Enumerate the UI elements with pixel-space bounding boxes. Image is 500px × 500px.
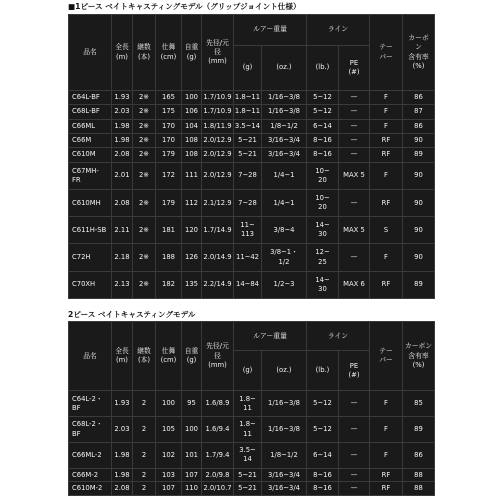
- cell-lure-oz: 3/8~1・ 1/2: [262, 244, 307, 271]
- cell-closed-length: 182: [156, 271, 182, 298]
- cell-carbon: 86: [403, 91, 435, 105]
- cell-taper: F: [370, 443, 403, 469]
- cell-lure-g: 11~ 113: [234, 217, 262, 244]
- header-pieces: 継数 (本): [133, 322, 156, 391]
- cell-lure-g: 1.8~11: [234, 105, 262, 119]
- cell-model: C66ML: [69, 119, 112, 133]
- cell-length: 1.93: [112, 91, 133, 105]
- cell-tip-diameter: 1.7/10.9: [202, 91, 234, 105]
- header-lure-g: (g): [234, 45, 262, 90]
- cell-lure-oz: 1/2~3: [262, 271, 307, 298]
- cell-closed-length: 175: [156, 105, 182, 119]
- header-line: ライン: [307, 322, 370, 351]
- table-row: [69, 91, 435, 105]
- cell-model: C68L-BF: [69, 105, 112, 119]
- cell-closed-length: 181: [156, 217, 182, 244]
- cell-line-pe: —: [339, 244, 370, 271]
- cell-line-pe: —: [339, 105, 370, 119]
- cell-lure-oz: 1/16~3/8: [262, 105, 307, 119]
- cell-carbon: 90: [403, 189, 435, 216]
- cell-carbon: 86: [403, 443, 435, 469]
- cell-weight: 101: [182, 443, 202, 469]
- cell-line-lb: 8~16: [307, 148, 339, 162]
- header-line-pe: PE (#): [339, 45, 370, 90]
- table-1-title: ■1ピース ベイトキャスティングモデル（グリップジョイント仕様）: [68, 2, 301, 11]
- header-lure-weight: ルアー重量: [234, 322, 307, 351]
- spec-table-2piece: [68, 321, 435, 496]
- cell-line-pe: —: [339, 91, 370, 105]
- cell-model: C67MH- FR: [69, 162, 112, 189]
- cell-length: 1.98: [112, 443, 133, 469]
- cell-pieces: 2: [133, 417, 156, 443]
- cell-length: 2.18: [112, 244, 133, 271]
- header-lure-weight: ルアー重量: [234, 15, 307, 46]
- cell-lure-oz: 1/16~3/8: [262, 91, 307, 105]
- cell-lure-g: 3.5~ 14: [234, 443, 262, 469]
- cell-carbon: 85: [403, 391, 435, 417]
- cell-carbon: 88: [403, 482, 435, 496]
- cell-lure-g: 1.8~11: [234, 91, 262, 105]
- cell-taper: F: [370, 105, 403, 119]
- cell-line-pe: —: [339, 417, 370, 443]
- cell-model: C66ML-2: [69, 443, 112, 469]
- cell-length: 2.08: [112, 482, 133, 496]
- cell-tip-diameter: 1.6/9.4: [202, 417, 234, 443]
- cell-model: C64L-2・BF: [69, 391, 112, 417]
- cell-length: 2.03: [112, 105, 133, 119]
- cell-length: 2.11: [112, 217, 133, 244]
- cell-weight: 135: [182, 271, 202, 298]
- cell-model: C70XH: [69, 271, 112, 298]
- cell-line-pe: MAX 6: [339, 271, 370, 298]
- cell-closed-length: 170: [156, 134, 182, 148]
- cell-length: 1.98: [112, 119, 133, 133]
- spec-table-1piece: [68, 14, 435, 299]
- table-row: [69, 105, 435, 119]
- cell-line-lb: 6~14: [307, 443, 339, 469]
- cell-weight: 112: [182, 189, 202, 216]
- cell-length: 2.08: [112, 148, 133, 162]
- cell-weight: 100: [182, 417, 202, 443]
- cell-carbon: 90: [403, 134, 435, 148]
- cell-weight: 110: [182, 482, 202, 496]
- cell-lure-g: 1.8~ 11: [234, 391, 262, 417]
- cell-line-pe: —: [339, 482, 370, 496]
- header-tip-diameter: 先径/元 径 (mm): [202, 15, 234, 91]
- header-lure-oz: (oz.): [262, 45, 307, 90]
- cell-closed-length: 107: [156, 482, 182, 496]
- cell-tip-diameter: 2.0/10.7: [202, 482, 234, 496]
- table-row: [69, 244, 435, 271]
- header-carbon: カーボ ン 含有率 (%): [403, 15, 435, 91]
- header-pieces: 継数 (本): [133, 15, 156, 91]
- cell-model: C66M-2: [69, 468, 112, 482]
- cell-lure-oz: 1/16~3/8: [262, 391, 307, 417]
- cell-tip-diameter: 1.7/9.4: [202, 443, 234, 469]
- cell-closed-length: 179: [156, 148, 182, 162]
- cell-line-lb: 5~12: [307, 417, 339, 443]
- cell-taper: F: [370, 244, 403, 271]
- cell-line-lb: 8~16: [307, 134, 339, 148]
- cell-carbon: 89: [403, 271, 435, 298]
- cell-pieces: 2: [133, 482, 156, 496]
- header-length: 全長 (m): [112, 15, 133, 91]
- header-closed-length: 仕舞 (cm): [156, 15, 182, 91]
- cell-length: 2.03: [112, 417, 133, 443]
- cell-tip-diameter: 1.7/10.9: [202, 105, 234, 119]
- cell-weight: 111: [182, 162, 202, 189]
- header-model: 品名: [69, 15, 112, 91]
- cell-carbon: 86: [403, 119, 435, 133]
- cell-model: C610M-2: [69, 482, 112, 496]
- cell-taper: RF: [370, 189, 403, 216]
- cell-closed-length: 188: [156, 244, 182, 271]
- cell-weight: 107: [182, 468, 202, 482]
- cell-length: 2.01: [112, 162, 133, 189]
- cell-line-lb: 10~ 20: [307, 162, 339, 189]
- table-row: [69, 119, 435, 133]
- cell-closed-length: 170: [156, 119, 182, 133]
- cell-line-pe: MAX 5: [339, 162, 370, 189]
- table-row: [69, 443, 435, 469]
- cell-lure-oz: 1/4~1: [262, 189, 307, 216]
- cell-closed-length: 179: [156, 189, 182, 216]
- cell-line-lb: 5~12: [307, 391, 339, 417]
- table-row: [69, 134, 435, 148]
- cell-line-pe: MAX 5: [339, 217, 370, 244]
- cell-carbon: 88: [403, 468, 435, 482]
- cell-lure-g: 14~84: [234, 271, 262, 298]
- cell-tip-diameter: 2.0/9.8: [202, 468, 234, 482]
- table-row: [69, 162, 435, 189]
- cell-length: 1.93: [112, 391, 133, 417]
- cell-weight: 108: [182, 148, 202, 162]
- cell-line-lb: 14~ 30: [307, 217, 339, 244]
- cell-pieces: 2※: [133, 271, 156, 298]
- cell-lure-g: 7~28: [234, 189, 262, 216]
- cell-weight: 108: [182, 134, 202, 148]
- cell-closed-length: 103: [156, 468, 182, 482]
- cell-line-lb: 6~14: [307, 119, 339, 133]
- cell-lure-oz: 3/16~3/4: [262, 482, 307, 496]
- cell-line-lb: 8~16: [307, 482, 339, 496]
- cell-lure-oz: 3/16~3/4: [262, 134, 307, 148]
- table-row: [69, 391, 435, 417]
- header-weight: 自重 (g): [182, 322, 202, 391]
- cell-carbon: 90: [403, 162, 435, 189]
- cell-taper: F: [370, 162, 403, 189]
- table-row: [69, 271, 435, 298]
- header-closed-length: 仕舞 (cm): [156, 322, 182, 391]
- cell-line-lb: 12~ 25: [307, 244, 339, 271]
- table-row: [69, 482, 435, 496]
- cell-line-pe: —: [339, 468, 370, 482]
- cell-taper: F: [370, 391, 403, 417]
- cell-taper: F: [370, 417, 403, 443]
- cell-pieces: 2※: [133, 105, 156, 119]
- header-line: ライン: [307, 15, 370, 46]
- header-taper: テー パー: [370, 322, 403, 391]
- table-row: [69, 217, 435, 244]
- cell-lure-oz: 1/8~1/2: [262, 443, 307, 469]
- cell-line-lb: 5~12: [307, 91, 339, 105]
- cell-tip-diameter: 2.0/12.9: [202, 134, 234, 148]
- cell-pieces: 2※: [133, 134, 156, 148]
- cell-carbon: 90: [403, 217, 435, 244]
- cell-model: C64L-BF: [69, 91, 112, 105]
- cell-model: C610M: [69, 148, 112, 162]
- header-line-pe: PE (#): [339, 351, 370, 391]
- cell-taper: RF: [370, 468, 403, 482]
- cell-weight: 100: [182, 91, 202, 105]
- cell-taper: F: [370, 91, 403, 105]
- cell-length: 1.98: [112, 468, 133, 482]
- cell-taper: RF: [370, 134, 403, 148]
- cell-model: C610MH: [69, 189, 112, 216]
- header-line-lb: (lb.): [307, 45, 339, 90]
- cell-carbon: 89: [403, 148, 435, 162]
- cell-closed-length: 165: [156, 91, 182, 105]
- cell-tip-diameter: 1.7/14.9: [202, 217, 234, 244]
- cell-line-lb: 8~16: [307, 468, 339, 482]
- cell-carbon: 90: [403, 244, 435, 271]
- cell-taper: S: [370, 217, 403, 244]
- cell-lure-g: 5~21: [234, 148, 262, 162]
- cell-tip-diameter: 2.0/14.9: [202, 244, 234, 271]
- cell-lure-oz: 3/16~3/4: [262, 468, 307, 482]
- cell-model: C72H: [69, 244, 112, 271]
- cell-pieces: 2※: [133, 162, 156, 189]
- header-taper: テー パー: [370, 15, 403, 91]
- cell-pieces: 2: [133, 391, 156, 417]
- cell-lure-g: 7~28: [234, 162, 262, 189]
- cell-line-pe: —: [339, 134, 370, 148]
- cell-taper: RF: [370, 148, 403, 162]
- cell-taper: F: [370, 119, 403, 133]
- header-weight: 自重 (g): [182, 15, 202, 91]
- cell-weight: 126: [182, 244, 202, 271]
- table-row: [69, 468, 435, 482]
- cell-taper: RF: [370, 271, 403, 298]
- cell-lure-g: 3.5~14: [234, 119, 262, 133]
- cell-lure-g: 11~42: [234, 244, 262, 271]
- cell-model: C68L-2・BF: [69, 417, 112, 443]
- cell-pieces: 2※: [133, 189, 156, 216]
- cell-tip-diameter: 2.0/12.9: [202, 162, 234, 189]
- cell-lure-oz: 1/8~1/2: [262, 119, 307, 133]
- table-2-title: 2ピース ベイトキャスティングモデル: [68, 310, 196, 319]
- cell-weight: 95: [182, 391, 202, 417]
- header-carbon: カーボン 含有率 (%): [403, 322, 435, 391]
- cell-pieces: 2※: [133, 217, 156, 244]
- table-row: [69, 148, 435, 162]
- cell-line-lb: 5~12: [307, 105, 339, 119]
- cell-lure-oz: 1/16~3/8: [262, 417, 307, 443]
- table-row: [69, 189, 435, 216]
- cell-lure-g: 5~21: [234, 134, 262, 148]
- cell-lure-g: 5~21: [234, 468, 262, 482]
- cell-line-pe: —: [339, 119, 370, 133]
- cell-tip-diameter: 1.8/11.9: [202, 119, 234, 133]
- header-lure-g: (g): [234, 351, 262, 391]
- cell-tip-diameter: 2.2/14.9: [202, 271, 234, 298]
- cell-lure-oz: 3/8~4: [262, 217, 307, 244]
- cell-lure-oz: 3/16~3/4: [262, 148, 307, 162]
- cell-model: C66M: [69, 134, 112, 148]
- cell-closed-length: 100: [156, 391, 182, 417]
- cell-pieces: 2※: [133, 91, 156, 105]
- cell-line-pe: —: [339, 148, 370, 162]
- cell-model: C611H-SB: [69, 217, 112, 244]
- header-lure-oz: (oz.): [262, 351, 307, 391]
- cell-length: 2.13: [112, 271, 133, 298]
- cell-pieces: 2※: [133, 119, 156, 133]
- cell-tip-diameter: 2.1/12.9: [202, 189, 234, 216]
- cell-weight: 104: [182, 119, 202, 133]
- cell-lure-g: 1.8~ 11: [234, 417, 262, 443]
- cell-pieces: 2: [133, 468, 156, 482]
- cell-length: 2.08: [112, 189, 133, 216]
- cell-line-pe: —: [339, 189, 370, 216]
- cell-line-pe: —: [339, 443, 370, 469]
- cell-lure-g: 5~21: [234, 482, 262, 496]
- table-row: [69, 417, 435, 443]
- cell-taper: RF: [370, 482, 403, 496]
- cell-tip-diameter: 1.6/8.9: [202, 391, 234, 417]
- cell-closed-length: 102: [156, 443, 182, 469]
- cell-line-pe: —: [339, 391, 370, 417]
- cell-closed-length: 105: [156, 417, 182, 443]
- cell-closed-length: 172: [156, 162, 182, 189]
- cell-pieces: 2: [133, 443, 156, 469]
- header-model: 品名: [69, 322, 112, 391]
- cell-carbon: 87: [403, 105, 435, 119]
- cell-carbon: 89: [403, 417, 435, 443]
- cell-pieces: 2※: [133, 148, 156, 162]
- cell-length: 1.98: [112, 134, 133, 148]
- header-line-lb: (lb.): [307, 351, 339, 391]
- cell-pieces: 2※: [133, 244, 156, 271]
- header-length: 全長 (m): [112, 322, 133, 391]
- cell-weight: 120: [182, 217, 202, 244]
- header-tip-diameter: 先径/元 径 (mm): [202, 322, 234, 391]
- cell-line-lb: 14~ 30: [307, 271, 339, 298]
- cell-weight: 106: [182, 105, 202, 119]
- cell-line-lb: 10~ 20: [307, 189, 339, 216]
- cell-lure-oz: 1/4~1: [262, 162, 307, 189]
- cell-tip-diameter: 2.0/12.9: [202, 148, 234, 162]
